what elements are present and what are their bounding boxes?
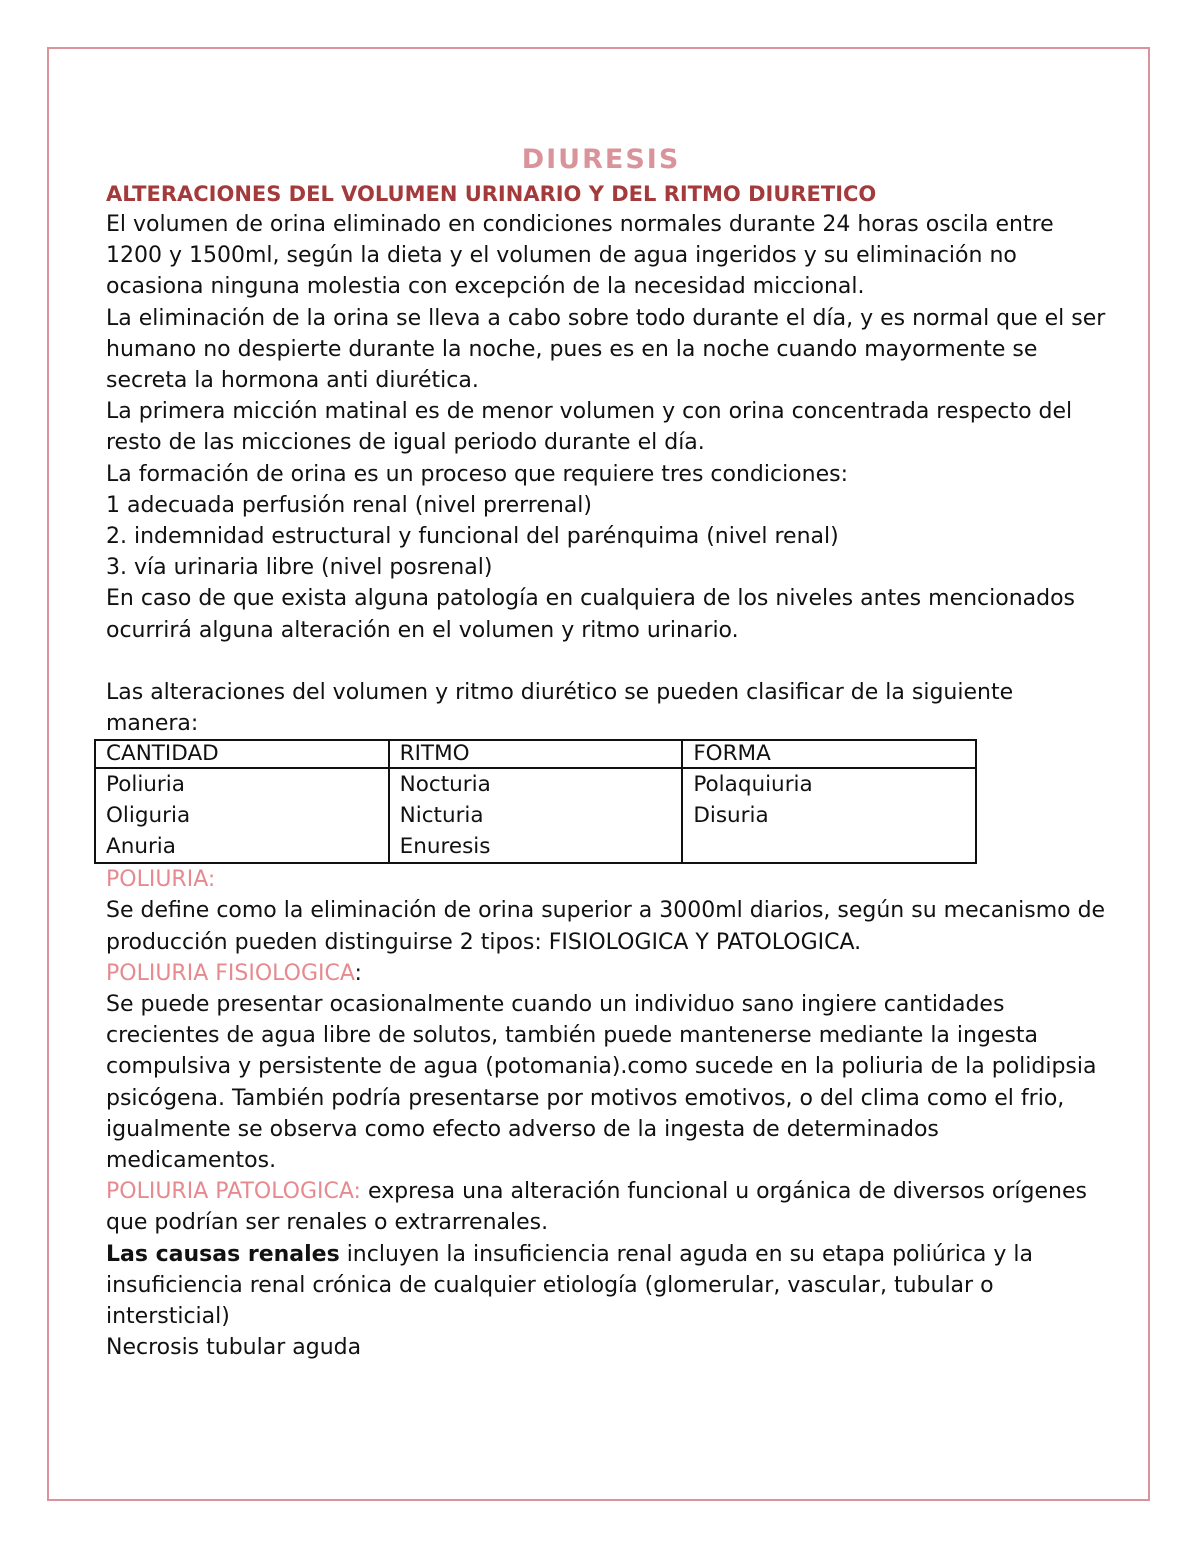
cell-value: Nicturia <box>399 803 484 829</box>
poliuria-fisiologica-heading-line <box>106 958 1106 989</box>
cell-value: Enuresis <box>399 834 491 860</box>
cell-value: Polaquiuria <box>693 772 813 798</box>
paragraph-first-miction: La primera micción matinal es de menor volumen y con orina concentrada respecto del resto de las micciones de igual periodo durante el día. <box>106 399 1073 456</box>
document-body <box>106 142 1106 1364</box>
poliuria-fisiologica-text: Se puede presentar ocasionalmente cuando un individuo sano ingiere cantidades crecientes de agua libre de solutos, también puede mantenerse mediante la ingesta compulsiva y persistente de agua (potomania).como sucede en la poliuria de la polidipsia psicógena. También podría presentarse por motivos emotivos, o del clima como el frio, igualmente se observa como efecto adverso de la ingesta de determinados medicamentos. <box>106 992 1097 1174</box>
table-header-row <box>95 740 976 768</box>
cell-value: Disuria <box>693 803 769 829</box>
list-item: 2. indemnidad estructural y funcional del parénquima (nivel renal) <box>106 524 839 550</box>
table-row <box>95 768 976 863</box>
poliuria-patologica-paragraph <box>106 1176 1106 1238</box>
last-line: Necrosis tubular aguda <box>106 1335 362 1361</box>
causas-renales-text: incluyen la insuficiencia renal aguda en su etapa poliúrica y la insuficiencia renal crónica de cualquier etiología (glomerular, vascular, tubular o intersticial) <box>106 1241 1034 1330</box>
poliuria-patologica-heading: POLIURIA PATOLOGICA: <box>106 1179 361 1205</box>
section-subtitle: ALTERACIONES DEL VOLUMEN URINARIO Y DEL RITMO DIURETICO <box>106 182 877 206</box>
heading-colon: : <box>354 960 362 986</box>
header-forma: FORMA <box>682 740 976 768</box>
paragraph-formation: La formación de orina es un proceso que requiere tres condiciones: <box>106 461 848 487</box>
poliuria-text: Se define como la eliminación de orina superior a 3000ml diarios, según su mecanismo de producción pueden distinguirse 2 tipos: FISIOLOGICA Y PATOLOGICA. <box>106 898 1106 955</box>
header-ritmo: RITMO <box>389 740 683 768</box>
poliuria-patologica-text: expresa una alteración funcional u orgánica de diversos orígenes que podrían ser renales o extrarrenales. <box>106 1179 1087 1236</box>
cell-value: Oliguria <box>106 803 191 829</box>
paragraph-volume: El volumen de orina eliminado en condiciones normales durante 24 horas oscila entre 1200 y 1500ml, según la dieta y el volumen de agua ingeridos y su eliminación no ocasiona ninguna molestia con excepción de la necesidad miccional. <box>106 212 1054 300</box>
poliuria-heading: POLIURIA: <box>106 867 216 893</box>
cell-value: Anuria <box>106 834 176 860</box>
paragraph-elimination: La eliminación de la orina se lleva a cabo sobre todo durante el día, y es normal que el ser humano no despierte durante la noche, pues es en la noche cuando mayormente se secreta la hormona anti diurética. <box>106 305 1106 394</box>
causas-renales-bold: Las causas renales <box>106 1241 340 1267</box>
blank-line <box>106 646 1106 677</box>
list-item: 1 adecuada perfusión renal (nivel prerrenal) <box>106 492 592 518</box>
classification-table <box>94 739 977 864</box>
cell-cantidad <box>95 768 389 863</box>
poliuria-fisiologica-heading: POLIURIA FISIOLOGICA <box>106 960 355 986</box>
header-cantidad: CANTIDAD <box>95 740 389 768</box>
cell-value: Poliuria <box>106 772 185 798</box>
conditions-list <box>106 490 1106 584</box>
paragraph-pathology: En caso de que exista alguna patología en cualquiera de los niveles antes mencionados ocurrirá alguna alteración en el volumen y ritmo urinario. <box>106 586 1076 643</box>
document-title: DIURESIS <box>521 144 681 175</box>
table-intro: Las alteraciones del volumen y ritmo diurético se pueden clasificar de la siguiente manera: <box>106 679 1014 737</box>
cell-ritmo <box>389 768 683 863</box>
causas-renales-paragraph <box>106 1239 1106 1333</box>
cell-value: Nocturia <box>399 772 491 798</box>
cell-forma <box>682 768 976 863</box>
list-item: 3. vía urinaria libre (nivel posrenal) <box>106 555 493 581</box>
